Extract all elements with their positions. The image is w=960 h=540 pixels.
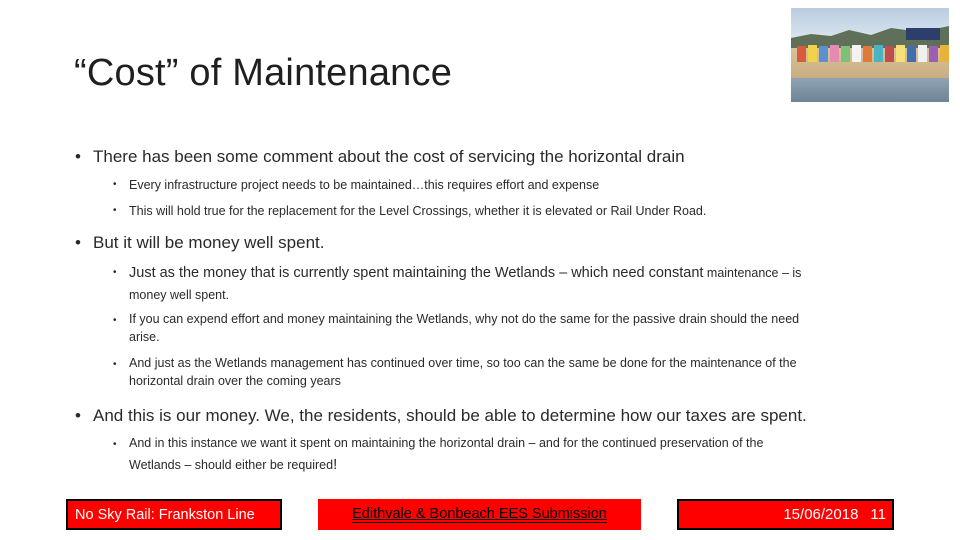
bullet-1-sub-1-text: Every infrastructure project needs to be maintained…this requires effort and expense — [129, 178, 600, 192]
bullet-3-text: And this is our money. We, the residents, should be able to determine how our taxes are spent. — [93, 406, 807, 425]
bullet-2-sub-1-cont — [113, 284, 873, 306]
bullet-2-sub-3-text: And just as the Wetlands management has continued over time, so too can the same be done for the maintenance of the — [129, 356, 797, 370]
exclamation-mark: ! — [333, 456, 338, 473]
bullet-2-sub-1-text-a: Just as the money that is currently spent maintaining the Wetlands – which need constant — [129, 265, 704, 281]
footer-date: 15/06/2018 — [783, 506, 859, 523]
footer-campaign-label — [66, 499, 282, 530]
bullet-dot: • — [75, 233, 81, 252]
beach-huts-photo — [791, 8, 949, 102]
sub-bullet-dot: • — [113, 179, 117, 190]
footer-date-page — [677, 499, 894, 530]
bullet-dot: • — [75, 406, 81, 425]
sub-bullet-dot: • — [113, 267, 117, 278]
sub-bullet-dot: • — [113, 359, 117, 370]
bullet-3-sub-1-text-cont: Wetlands – should either be required — [129, 458, 334, 472]
bullet-2-sub-1-text-b: maintenance – is — [706, 266, 802, 280]
footer-left-text: No Sky Rail: Frankston Line — [75, 506, 255, 523]
sub-bullet-dot: • — [113, 315, 117, 326]
bullet-1-text: There has been some comment about the cost of servicing the horizontal drain — [93, 147, 685, 166]
bullet-1-sub-2-text: This will hold true for the replacement for the Level Crossings, whether it is elevated or Rail Under Road. — [129, 204, 707, 218]
bullet-2-sub-2 — [113, 310, 873, 346]
bullet-1-sub-1 — [113, 174, 873, 196]
slide-title: “Cost” of Maintenance — [74, 52, 453, 94]
bullet-3-sub-1 — [113, 434, 873, 478]
bullet-2-sub-3 — [113, 354, 873, 390]
bullet-2-sub-3-text-cont: horizontal drain over the coming years — [129, 374, 341, 388]
footer-submission-link[interactable] — [318, 499, 641, 530]
bullet-2-sub-1 — [113, 262, 873, 284]
bullet-2-text: But it will be money well spent. — [93, 233, 325, 252]
bullet-1-sub-2 — [113, 200, 873, 222]
bullet-3-sub-1-text: And in this instance we want it spent on maintaining the horizontal drain – and for the continued preservation of the — [129, 436, 764, 450]
sub-bullet-dot: • — [113, 439, 117, 450]
bullet-dot: • — [75, 147, 81, 166]
bullet-2-sub-2-text: If you can expend effort and money maintaining the Wetlands, why not do the same for the passive drain should the need — [129, 312, 800, 326]
bullet-2-sub-1-text-c: money well spent. — [129, 288, 230, 302]
footer-center-text[interactable]: Edithvale & Bonbeach EES Submission — [352, 506, 607, 522]
slide-number: 11 — [870, 506, 886, 523]
sub-bullet-dot: • — [113, 205, 117, 216]
bullet-2-sub-2-text-cont: arise. — [129, 330, 160, 344]
